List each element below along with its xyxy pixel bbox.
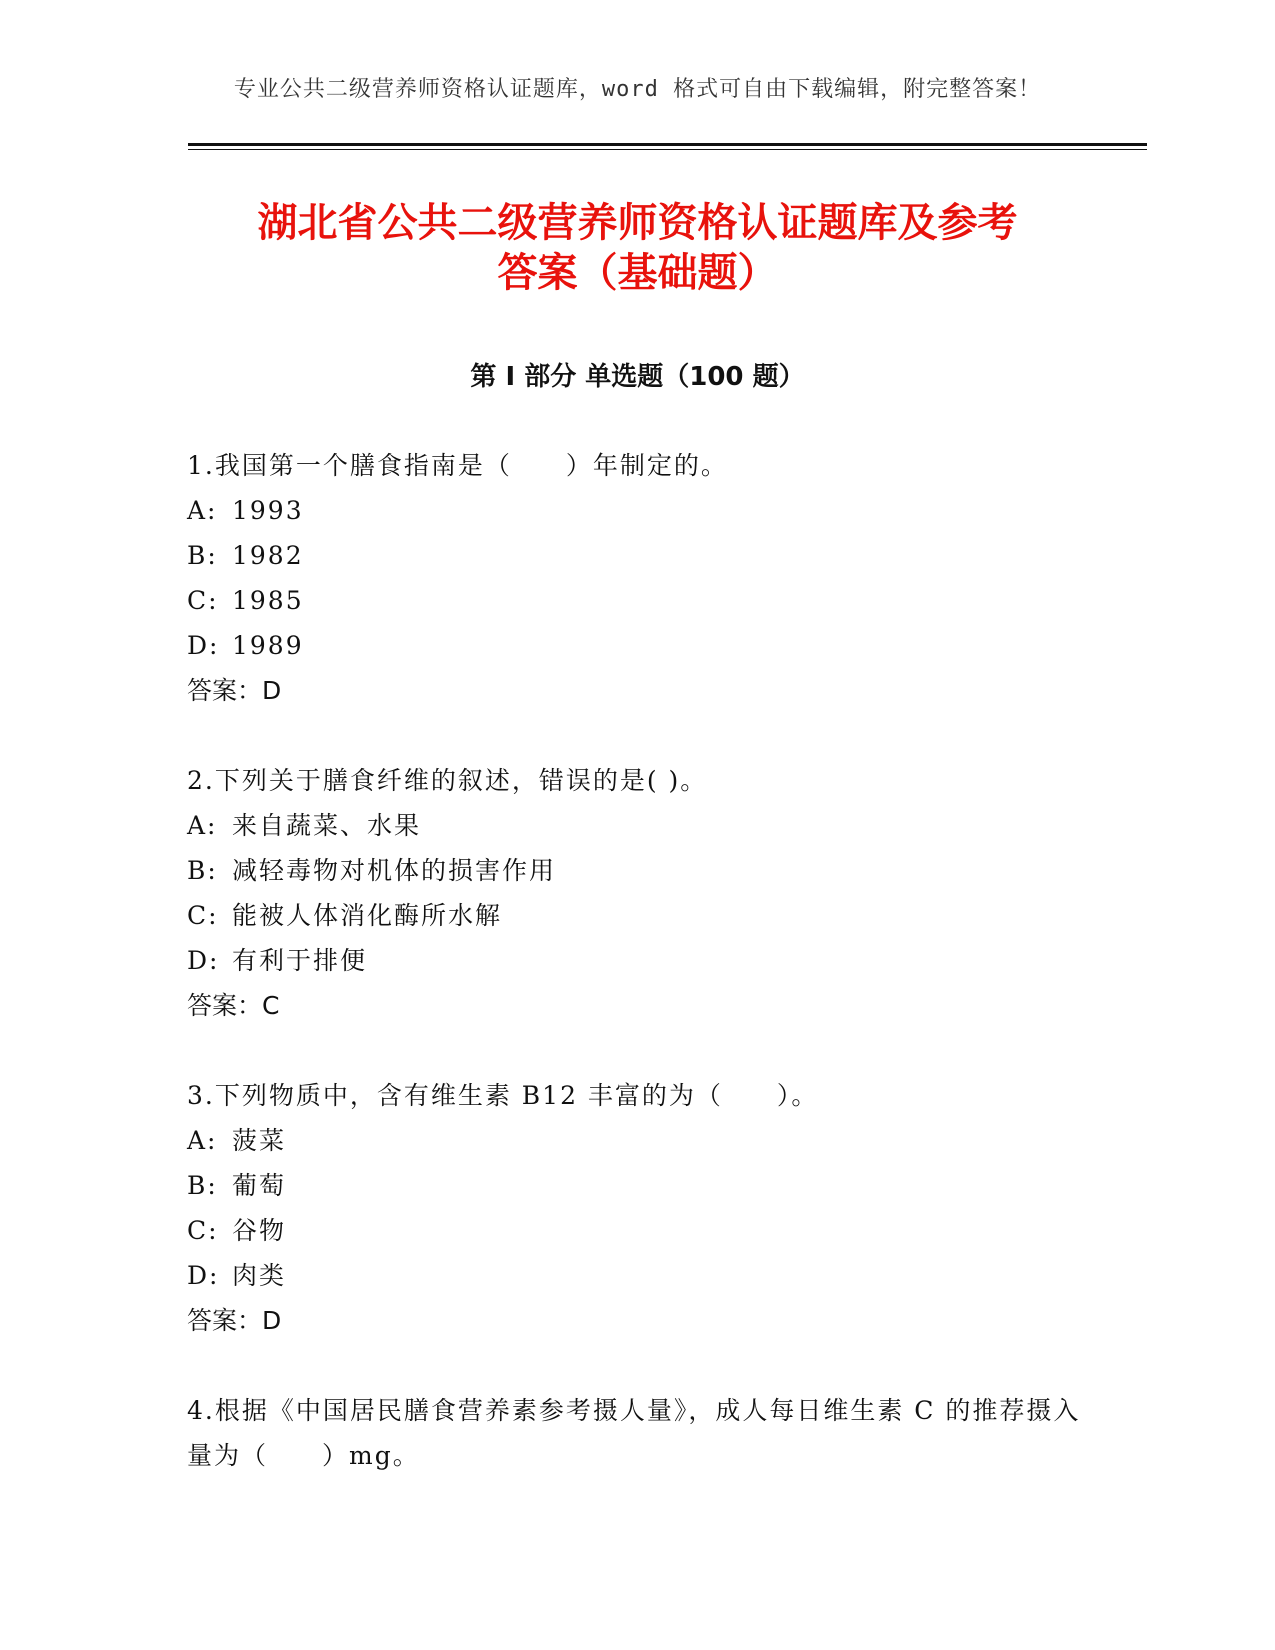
option-c [187,1208,1087,1253]
question-list [187,443,1087,1523]
answer-line: 答案：C [187,991,280,1020]
document-title-line1: 湖北省公共二级营养师资格认证题库及参考 [257,200,1018,246]
option-key: D: [187,631,220,660]
option-key: B: [187,1171,218,1200]
header-divider-thick [188,143,1147,146]
document-title [150,198,1125,298]
option-c [187,893,1087,938]
option-key: C: [187,901,219,930]
option-text: 有利于排便 [232,946,368,975]
option-b [187,848,1087,893]
answer-line: 答案：D [187,676,282,705]
option-text: 1982 [232,541,304,570]
option-d [187,1253,1087,1298]
option-text: 1993 [232,496,304,525]
question-stem: 2.下列关于膳食纤维的叙述，错误的是( )。 [187,766,708,795]
question-stem: 1.我国第一个膳食指南是（ ）年制定的。 [187,451,728,480]
question-stem: 4.根据《中国居民膳食营养素参考摄人量》，成人每日维生素 C 的推荐摄入量为（ ）mg。 [187,1396,1081,1470]
option-d [187,623,1087,668]
option-key: D: [187,946,220,975]
question-stem: 3.下列物质中，含有维生素 B12 丰富的为（ ）。 [187,1081,819,1110]
option-text: 谷物 [232,1216,287,1245]
option-text: 1985 [232,586,304,615]
option-text: 肉类 [232,1261,287,1290]
option-key: B: [187,856,218,885]
header-divider-thin [188,149,1147,150]
option-key: A: [187,811,218,840]
option-d [187,938,1087,983]
option-text: 来自蔬菜、水果 [232,811,422,840]
option-key: A: [187,496,218,525]
option-c [187,578,1087,623]
option-text: 减轻毒物对机体的损害作用 [232,856,557,885]
question-3 [187,1073,1087,1343]
document-title-line2: 答案（基础题） [497,250,778,296]
option-text: 能被人体消化酶所水解 [232,901,503,930]
header-note: 专业公共二级营养师资格认证题库，word 格式可自由下载编辑，附完整答案！ [233,77,1042,102]
option-key: A: [187,1126,218,1155]
option-a [187,488,1087,533]
option-b [187,1163,1087,1208]
answer-line: 答案：D [187,1306,282,1335]
section-title: 第 I 部分 单选题（100 题） [470,362,805,392]
question-4 [187,1388,1087,1478]
option-key: C: [187,1216,219,1245]
option-a [187,1118,1087,1163]
option-key: D: [187,1261,220,1290]
option-a [187,803,1087,848]
question-2 [187,758,1087,1028]
option-text: 菠菜 [232,1126,287,1155]
question-1 [187,443,1087,713]
option-text: 1989 [232,631,304,660]
option-key: C: [187,586,219,615]
option-text: 葡萄 [232,1171,287,1200]
option-b [187,533,1087,578]
option-key: B: [187,541,218,570]
